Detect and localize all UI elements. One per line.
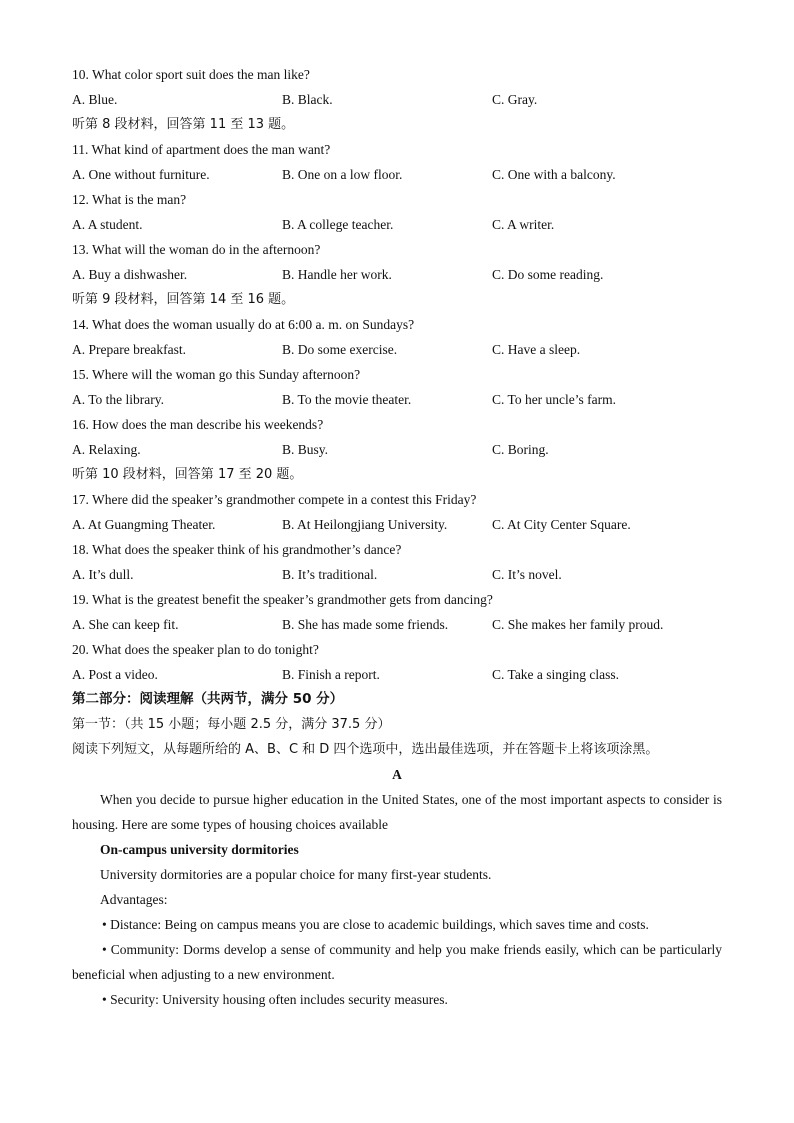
instruction-material-9: 听第 9 段材料，回答第 14 至 16 题。 bbox=[72, 292, 295, 307]
question-16: 16. How does the man describe his weekends? bbox=[72, 417, 324, 432]
section1-title: 第一节：（共 15 小题；每小题 2.5 分，满分 37.5 分） bbox=[72, 717, 391, 732]
option-c: C. Gray. bbox=[492, 92, 538, 107]
option-b: B. To the movie theater. bbox=[282, 392, 412, 407]
option-c: C. Have a sleep. bbox=[492, 342, 581, 357]
option-b: B. At Heilongjiang University. bbox=[282, 517, 448, 532]
option-a: A. To the library. bbox=[72, 392, 165, 407]
exam-page bbox=[72, 62, 722, 1012]
option-a: A. Blue. bbox=[72, 92, 118, 107]
option-b: B. Black. bbox=[282, 92, 333, 107]
question-18: 18. What does the speaker think of his grandmother’s dance? bbox=[72, 542, 402, 557]
option-b: B. One on a low floor. bbox=[282, 167, 403, 182]
option-c: C. At City Center Square. bbox=[492, 517, 631, 532]
options-11 bbox=[72, 162, 722, 187]
question-15: 15. Where will the woman go this Sunday afternoon? bbox=[72, 367, 361, 382]
option-a: A. She can keep fit. bbox=[72, 617, 179, 632]
option-a: A. At Guangming Theater. bbox=[72, 517, 216, 532]
options-16 bbox=[72, 437, 722, 462]
options-19 bbox=[72, 612, 722, 637]
options-20 bbox=[72, 662, 722, 687]
question-12: 12. What is the man? bbox=[72, 192, 187, 207]
options-10 bbox=[72, 87, 722, 112]
option-a: A. It’s dull. bbox=[72, 567, 134, 582]
subheading: On-campus university dormitories bbox=[100, 842, 299, 857]
options-17 bbox=[72, 512, 722, 537]
option-a: A. Prepare breakfast. bbox=[72, 342, 186, 357]
option-c: C. Boring. bbox=[492, 442, 549, 457]
option-c: C. Take a singing class. bbox=[492, 667, 620, 682]
options-12 bbox=[72, 212, 722, 237]
option-c: C. A writer. bbox=[492, 217, 555, 232]
option-a: A. Post a video. bbox=[72, 667, 158, 682]
question-20: 20. What does the speaker plan to do tonight? bbox=[72, 642, 319, 657]
options-14 bbox=[72, 337, 722, 362]
option-c: C. It’s novel. bbox=[492, 567, 562, 582]
option-b: B. A college teacher. bbox=[282, 217, 394, 232]
dorm-line: University dormitories are a popular choice for many first-year students. bbox=[100, 867, 492, 882]
question-19: 19. What is the greatest benefit the speaker’s grandmother gets from dancing? bbox=[72, 592, 493, 607]
advantages-label: Advantages: bbox=[100, 892, 168, 907]
option-c: C. To her uncle’s farm. bbox=[492, 392, 617, 407]
question-14: 14. What does the woman usually do at 6:00 a. m. on Sundays? bbox=[72, 317, 415, 332]
bullet-community: • Community: Dorms develop a sense of community and help you make friends easily, which can be particularly beneficial when adjusting to a new environment. bbox=[72, 942, 722, 982]
option-a: A. Relaxing. bbox=[72, 442, 141, 457]
options-15 bbox=[72, 387, 722, 412]
options-18 bbox=[72, 562, 722, 587]
option-b: B. It’s traditional. bbox=[282, 567, 378, 582]
option-b: B. Busy. bbox=[282, 442, 329, 457]
option-c: C. She makes her family proud. bbox=[492, 617, 664, 632]
reading-instruction: 阅读下列短文，从每题所给的 A、B、C 和 D 四个选项中，选出最佳选项，并在答题卡上将该项涂黑。 bbox=[72, 742, 659, 757]
instruction-material-8: 听第 8 段材料，回答第 11 至 13 题。 bbox=[72, 117, 295, 132]
option-a: A. One without furniture. bbox=[72, 167, 210, 182]
passage-label: A bbox=[392, 767, 402, 782]
question-10: 10. What color sport suit does the man like? bbox=[72, 67, 310, 82]
option-b: B. She has made some friends. bbox=[282, 617, 449, 632]
option-c: C. Do some reading. bbox=[492, 267, 604, 282]
bullet-security: • Security: University housing often includes security measures. bbox=[102, 992, 448, 1007]
question-13: 13. What will the woman do in the afternoon? bbox=[72, 242, 321, 257]
option-a: A. A student. bbox=[72, 217, 143, 232]
options-13 bbox=[72, 262, 722, 287]
option-c: C. One with a balcony. bbox=[492, 167, 616, 182]
option-b: B. Handle her work. bbox=[282, 267, 392, 282]
intro-paragraph: When you decide to pursue higher education in the United States, one of the most important aspects to consider is housing. Here are some types of housing choices available bbox=[72, 792, 722, 832]
option-a: A. Buy a dishwasher. bbox=[72, 267, 188, 282]
question-11: 11. What kind of apartment does the man want? bbox=[72, 142, 331, 157]
option-b: B. Do some exercise. bbox=[282, 342, 398, 357]
question-17: 17. Where did the speaker’s grandmother compete in a contest this Friday? bbox=[72, 492, 477, 507]
option-b: B. Finish a report. bbox=[282, 667, 380, 682]
part2-title: 第二部分：阅读理解（共两节，满分 50 分） bbox=[72, 691, 344, 707]
bullet-distance: • Distance: Being on campus means you are close to academic buildings, which saves time and costs. bbox=[102, 917, 649, 932]
instruction-material-10: 听第 10 段材料，回答第 17 至 20 题。 bbox=[72, 467, 303, 482]
